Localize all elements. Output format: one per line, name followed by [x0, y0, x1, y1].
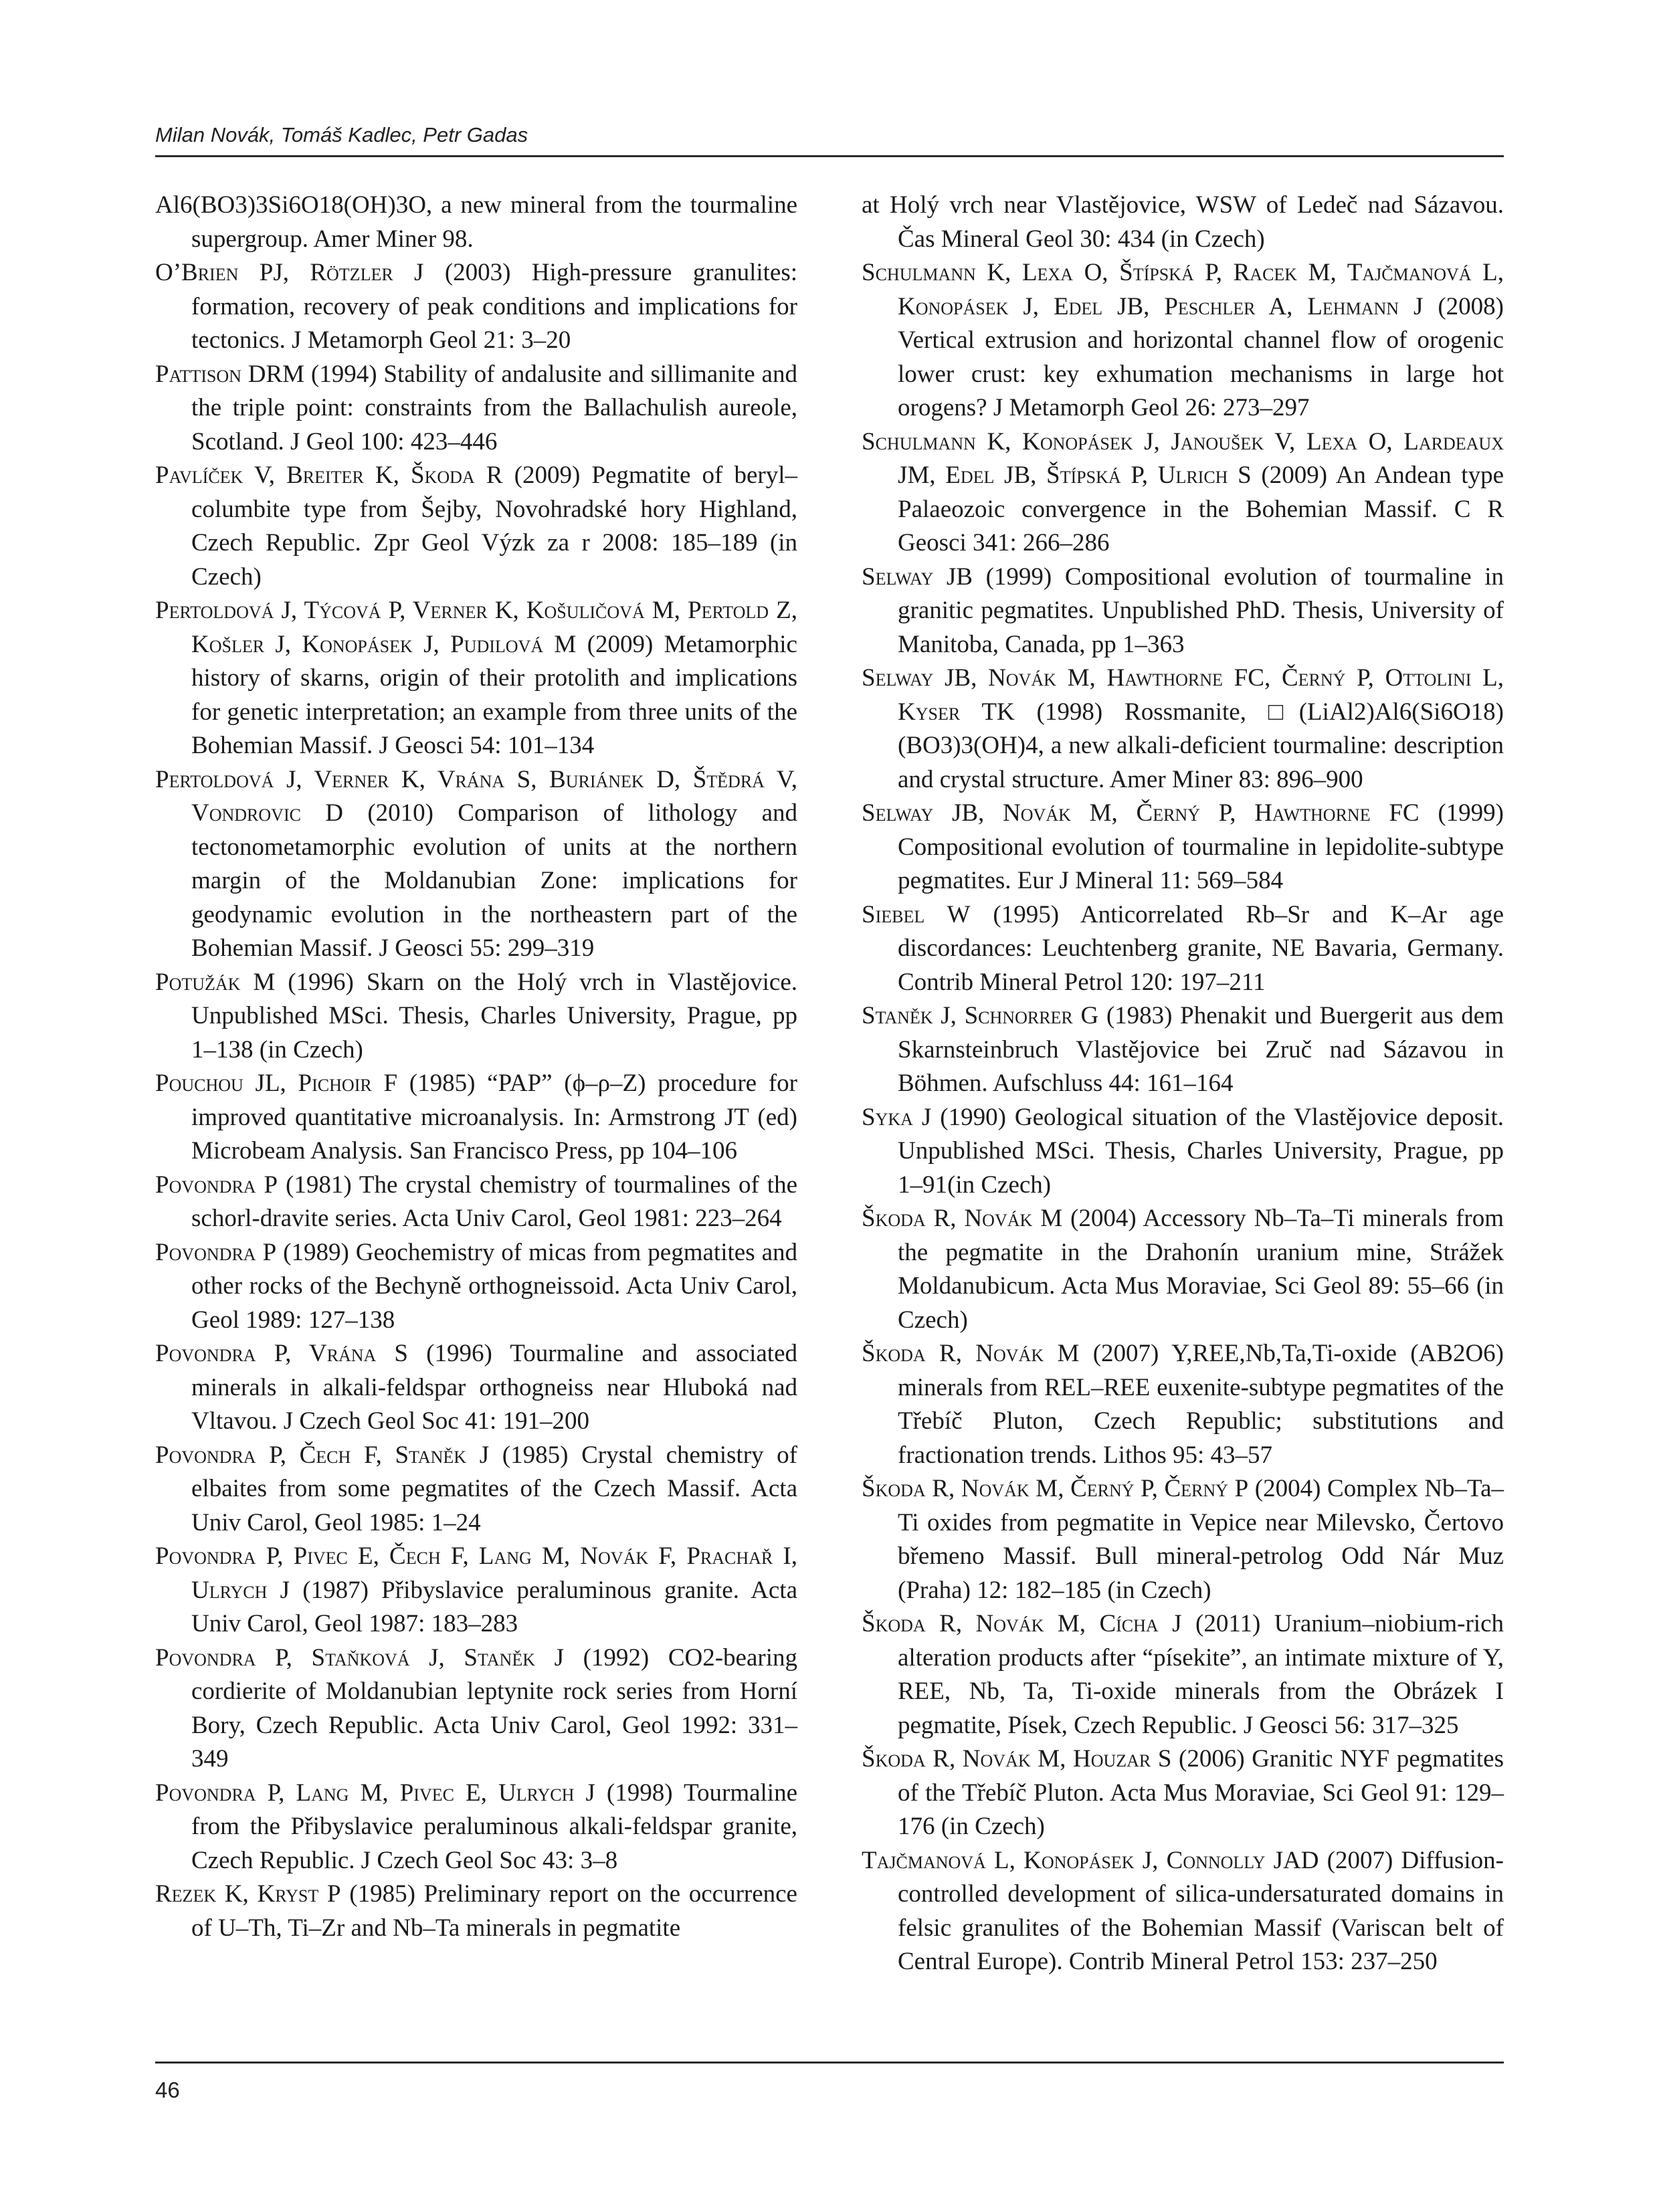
reference-text: (1995) Anticorrelated Rb–Sr and K–Ar age discordances: Leuchtenberg granite, NE Bavaria, Germany. Contrib Mineral Petrol 120: 197–211 — [898, 900, 1504, 996]
reference-text: (2006) Granitic NYF pegmatites of the Třebíč Pluton. Acta Mus Moraviae, Sci Geol 91: 129–176 (in Czech) — [898, 1745, 1504, 1840]
reference-text: (1990) Geological situation of the Vlastějovice deposit. Unpublished MSci. Thesis, Charles University, Prague, pp 1–91(in Czech) — [898, 1103, 1504, 1199]
reference-entry — [862, 1607, 1504, 1742]
reference-entry — [155, 256, 797, 358]
reference-text: (1996) Skarn on the Holý vrch in Vlastějovice. Unpublished MSci. Thesis, Charles University, Prague, pp 1–138 (in Czech) — [191, 968, 797, 1064]
reference-text: (1992) CO2-bearing cordierite of Moldanubian leptynite rock series from Horní Bory, Czech Republic. Acta Univ Carol, Geol 1992: 331–349 — [191, 1643, 797, 1773]
footer-divider — [155, 2062, 1504, 2064]
reference-text: at Holý vrch near Vlastějovice, WSW of Ledeč nad Sázavou. Čas Mineral Geol 30: 434 (in Czech) — [862, 191, 1504, 253]
reference-entry — [155, 1777, 797, 1878]
reference-authors: Povondra P, Lang M, Pivec E, Ulrych J — [155, 1779, 595, 1807]
references-column-right — [862, 189, 1504, 1979]
reference-entry — [862, 662, 1504, 797]
header-divider — [155, 155, 1504, 157]
reference-entry — [155, 1169, 797, 1236]
reference-entry — [155, 1540, 797, 1641]
reference-authors: Povondra P, Vrána S — [155, 1340, 408, 1367]
reference-authors: Syka J — [862, 1103, 932, 1131]
reference-text: (1999) Compositional evolution of tourmaline in granitic pegmatites. Unpublished PhD. Thesis, University of Manitoba, Canada, pp 1–363 — [898, 563, 1504, 658]
reference-text: (1985) Preliminary report on the occurrence of U–Th, Ti–Zr and Nb–Ta minerals in pegmatite — [191, 1880, 797, 1942]
reference-text: (2008) Vertical extrusion and horizontal channel flow of orogenic lower crust: key exhumation mechanisms in large hot orogens? J Metamorph Geol 26: 273–297 — [898, 292, 1504, 421]
reference-authors: Staněk J, Schnorrer G — [862, 1002, 1099, 1029]
reference-text: (1985) “PAP” (ϕ–ρ–Z) procedure for improved quantitative microanalysis. In: Armstrong JT (ed) Microbeam Analysis. San Francisco Press, pp 104–106 — [191, 1070, 798, 1165]
reference-text: (2010) Comparison of lithology and tectonometamorphic evolution of units at the northern margin of the Moldanubian Zone: implications for geodynamic evolution in the northeastern part of the Bohemian Massif. J Geosci 55: 299–319 — [191, 799, 798, 962]
reference-authors: Pouchou JL, Pichoir F — [155, 1070, 398, 1097]
reference-text: (2007) Y,REE,Nb,Ta,Ti-oxide (AB2O6) minerals from REL–REE euxenite-subtype pegmatites of the Třebíč Pluton, Czech Republic; substitutions and fractionation trends. Lithos 95: 43–57 — [898, 1340, 1504, 1469]
reference-authors: Škoda R, Novák M, Cícha J — [862, 1610, 1182, 1637]
reference-text: Al6(BO3)3Si6O18(OH)3O, a new mineral from the tourmaline supergroup. Amer Miner 98. — [155, 191, 797, 253]
reference-authors: Povondra P, Čech F, Staněk J — [155, 1441, 490, 1469]
reference-text: (1983) Phenakit und Buergerit aus dem Skarnsteinbruch Vlastějovice bei Zruč nad Sázavou in Böhmen. Aufschluss 44: 161–164 — [898, 1002, 1504, 1097]
reference-entry — [155, 459, 797, 594]
reference-text: (1996) Tourmaline and associated minerals in alkali-feldspar orthogneiss near Hluboká nad Vltavou. J Czech Geol Soc 41: 191–200 — [191, 1340, 797, 1435]
reference-text: (1989) Geochemistry of micas from pegmatites and other rocks of the Bechyně orthogneissoid. Acta Univ Carol, Geol 1989: 127–138 — [191, 1238, 798, 1334]
reference-entry — [862, 1337, 1504, 1472]
reference-entry — [862, 797, 1504, 898]
reference-entry — [862, 898, 1504, 1000]
reference-entry — [862, 189, 1504, 256]
reference-entry — [862, 1472, 1504, 1607]
reference-entry — [155, 1439, 797, 1540]
reference-authors: Rezek K, Kryst P — [155, 1880, 341, 1908]
reference-authors: Schulmann K, Konopásek J, Janoušek V, Lexa O, Lardeaux JM, Edel JB, Štípská P, Ulrich S — [862, 427, 1504, 489]
reference-authors: Selway JB — [862, 563, 973, 591]
reference-entry — [862, 999, 1504, 1101]
reference-text: (2009) An Andean type Palaeozoic convergence in the Bohemian Massif. C R Geosci 341: 266–286 — [898, 462, 1504, 557]
reference-text: (2009) Pegmatite of beryl–columbite type from Šejby, Novohradské hory Highland, Czech Republic. Zpr Geol Výzk za r 2008: 185–189 (in Czech) — [191, 462, 797, 591]
reference-entry — [862, 425, 1504, 561]
reference-authors: Pertoldová J, Týcová P, Verner K, Košuličová M, Pertold Z, Košler J, Konopásek J, Pudilová M — [155, 597, 797, 658]
reference-entry — [155, 1878, 797, 1945]
reference-authors: O’Brien PJ, Rötzler J — [155, 259, 424, 286]
reference-text: (1987) Přibyslavice peraluminous granite. Acta Univ Carol, Geol 1987: 183–283 — [191, 1576, 797, 1637]
reference-entry — [155, 358, 797, 460]
reference-authors: Povondra P — [155, 1238, 277, 1266]
page-number: 46 — [155, 2078, 180, 2102]
reference-authors: Schulmann K, Lexa O, Štípská P, Racek M, Tajčmanová L, Konopásek J, Edel JB, Peschler A, Lehmann J — [862, 259, 1504, 320]
reference-authors: Povondra P, Staňková J, Staněk J — [155, 1643, 564, 1672]
reference-authors: Povondra P — [155, 1171, 278, 1199]
reference-text: (1998) Rossmanite, □(LiAl2)Al6(Si6O18)(BO3)3(OH)4, a new alkali-deficient tourmaline: description and crystal structure. Amer Miner 83: 896–900 — [898, 698, 1504, 793]
reference-authors: Škoda R, Novák M — [862, 1205, 1063, 1232]
reference-text: (2004) Accessory Nb–Ta–Ti minerals from the pegmatite in the Drahonín uranium mine, Strážek Moldanubicum. Acta Mus Moraviae, Sci Geol 89: 55–66 (in Czech) — [898, 1205, 1504, 1334]
reference-text: (1985) Crystal chemistry of elbaites from some pegmatites of the Czech Massif. Acta Univ Carol, Geol 1985: 1–24 — [191, 1441, 797, 1536]
reference-text: (2007) Diffusion-controlled development of silica-undersaturated domains in felsic granulites of the Bohemian Massif (Variscan belt of Central Europe). Contrib Mineral Petrol 153: 237–250 — [898, 1846, 1504, 1975]
reference-entry — [862, 1101, 1504, 1203]
reference-authors: Selway JB, Novák M, Hawthorne FC, Černý P, Ottolini L, Kyser TK — [862, 664, 1504, 726]
reference-authors: Škoda R, Novák M — [862, 1340, 1080, 1367]
reference-authors: Pavlíček V, Breiter K, Škoda R — [155, 462, 503, 489]
references-column-left — [155, 189, 797, 1945]
reference-authors: Tajčmanová L, Konopásek J, Connolly JAD — [862, 1846, 1319, 1874]
reference-authors: Potužák M — [155, 968, 276, 996]
reference-text: (2004) Complex Nb–Ta–Ti oxides from pegmatite in Vepice near Milevsko, Čertovo břemeno Massif. Bull mineral-petrolog Odd Nár Muz (Praha) 12: 182–185 (in Czech) — [898, 1475, 1504, 1604]
reference-authors: Povondra P, Pivec E, Čech F, Lang M, Novák F, Prachař I, Ulrych J — [155, 1542, 797, 1604]
reference-entry — [155, 1067, 797, 1169]
reference-entry — [155, 1337, 797, 1439]
reference-entry — [155, 594, 797, 763]
reference-authors: Škoda R, Novák M, Houzar S — [862, 1745, 1172, 1773]
reference-entry — [862, 561, 1504, 662]
reference-entry — [862, 256, 1504, 425]
reference-entry — [155, 1236, 797, 1338]
reference-entry — [862, 1742, 1504, 1844]
reference-text: (2009) Metamorphic history of skarns, origin of their protolith and implications for genetic interpretation; an example from three units of the Bohemian Massif. J Geosci 54: 101–134 — [191, 630, 797, 759]
reference-entry — [155, 966, 797, 1068]
reference-text: (2011) Uranium–niobium-rich alteration products after “písekite”, an intimate mixture of Y, REE, Nb, Ta, Ti-oxide minerals from the Obrázek I pegmatite, Písek, Czech Republic. J Geosci 56: 317–325 — [898, 1610, 1504, 1739]
reference-text: (2003) High-pressure granulites: formation, recovery of peak conditions and implications for tectonics. J Metamorph Geol 21: 3–20 — [191, 259, 798, 354]
reference-entry — [155, 189, 797, 256]
reference-text: (1999) Compositional evolution of tourmaline in lepidolite-subtype pegmatites. Eur J Mineral 11: 569–584 — [898, 799, 1504, 894]
reference-text: (1981) The crystal chemistry of tourmalines of the schorl-dravite series. Acta Univ Carol, Geol 1981: 223–264 — [191, 1171, 797, 1232]
reference-authors: Selway JB, Novák M, Černý P, Hawthorne FC — [862, 799, 1420, 827]
reference-text: (1998) Tourmaline from the Přibyslavice peraluminous alkali-feldspar granite, Czech Republic. J Czech Geol Soc 43: 3–8 — [191, 1779, 798, 1874]
reference-entry — [862, 1202, 1504, 1337]
reference-authors: Škoda R, Novák M, Černý P, Černý P — [862, 1475, 1249, 1502]
running-header: Milan Novák, Tomáš Kadlec, Petr Gadas — [155, 123, 528, 146]
reference-authors: Pertoldová J, Verner K, Vrána S, Buriánek D, Štědrá V, Vondrovic D — [155, 765, 797, 827]
reference-entry — [862, 1844, 1504, 1979]
reference-text: (1994) Stability of andalusite and sillimanite and the triple point: constraints from the Ballachulish aureole, Scotland. J Geol 100: 423–446 — [191, 360, 797, 456]
reference-entry — [155, 1641, 797, 1777]
reference-authors: Siebel W — [862, 900, 971, 928]
reference-authors: Pattison DRM — [155, 360, 305, 388]
reference-entry — [155, 763, 797, 966]
